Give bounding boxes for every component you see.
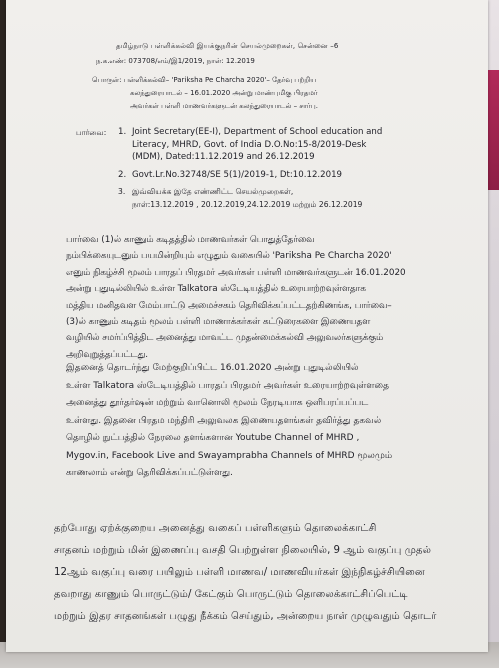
paragraph-line: காணலாம் என்று தெரிவிக்கப்பட்டுள்ளது. <box>66 468 233 478</box>
paragraph-line: Mygov.in, Facebook Live and Swayamprabha Channels of MHRD மூலமும் <box>66 450 393 461</box>
paragraph-3 <box>54 518 494 628</box>
paragraph-line: நம்பிக்கையுடனும் பயமின்றியும் எழுதும் வகையில் 'Pariksha Pe Charcha 2020' <box>66 251 392 262</box>
reference-number: ந.க.எண்: 073708/எம்/இ1/2019, நாள்: 12.2019 <box>96 57 255 65</box>
reference-text: (MDM), Dated:11.12.2019 and 26.12.2019 <box>132 152 315 162</box>
reference-number-2: 2. <box>118 169 127 180</box>
reference-item <box>118 186 478 211</box>
paragraph-line: உள்ள Talkatora ஸ்டேடியத்தில் பாரதப் பிரதமர் அவர்கள் உரையாற்றவுள்ளதை <box>66 380 389 391</box>
paragraph-line: 12ஆம் வகுப்பு வரை பயிலும் பள்ளி மாணவ/ மாணவியர்கள் இந்நிகழ்ச்சியினை <box>54 567 425 578</box>
paragraph-line: (3)ல் காணும் கடிதம் மூலம் பள்ளி மாணாக்கர்கள் கட்டுரைகளை இணையதள <box>66 317 371 328</box>
subject-block <box>92 74 318 113</box>
reference-text: இவ்வியக்க இதே எண்ணிட்ட செயல்முறைகள், <box>132 187 294 196</box>
reference-number-1: 1. <box>118 127 127 137</box>
references-label: பார்வை: <box>76 128 107 137</box>
paragraph-line: எனும் நிகழ்ச்சி மூலம் பாரதப் பிரதமர் அவர்கள் பள்ளி மாணவர்களுடன் 16.01.2020 <box>66 267 406 278</box>
paragraph-line: அறிவுறுத்தப்பட்டது. <box>66 349 149 360</box>
paragraph-line: வழியில் சமர்ப்பித்திட அனைத்து மாவட்ட முதன்மைக்கல்வி அலுவலர்களுக்கும் <box>66 333 384 344</box>
reference-text: Govt.Lr.No.32748/SE 5(1)/2019-1, Dt:10.12.2019 <box>132 169 343 180</box>
document-page <box>6 0 488 652</box>
reference-item <box>118 169 478 182</box>
reference-number-3: 3. <box>118 187 126 196</box>
subject-line-3: அவர்கள் பள்ளி மாணவர்களுடன் கலந்துரையாடல் – சார்பு. <box>130 102 318 110</box>
reference-text: Literacy, MHRD, Govt. of India D.O.No:15-8/2019-Desk <box>132 139 367 150</box>
reference-text: Joint Secretary(EE-I), Department of School education and <box>132 127 383 137</box>
paragraph-line: சாதனம் மற்றும் மின் இணைப்பு வசதி பெற்றுள்ள நிலையில், 9 ஆம் வகுப்பு முதல் <box>54 545 432 556</box>
paragraph-line: தொழில் நுட்பத்தில் நேரலை தளங்களான Youtube Channel of MHRD , <box>66 433 360 443</box>
paragraph-2 <box>66 360 486 483</box>
paragraph-line: அனைத்து தூர்தர்ஷன் மற்றும் வானொலி மூலம் நேரடியாக ஒளிபரப்பப்பட <box>66 398 369 408</box>
subject-line-1: பள்ளிக்கல்வி– 'Pariksha Pe Charcha 2020'– தேர்வு பற்றிய <box>123 76 317 84</box>
paragraph-line: அன்று புதுடில்லியில் உள்ள Talkatora ஸ்டேடியத்தில் உரையாற்றவுள்ளதாக <box>66 284 366 295</box>
reference-text: நாள்:13.12.2019 , 20.12.2019,24.12.2019 மற்றும் 26.12.2019 <box>132 199 363 209</box>
paragraph-line: பார்வை (1)ல் காணும் கடிதத்தில் மாணவர்கள் பொதுத்தேர்வை <box>66 235 315 245</box>
paragraph-line: தற்போது ஏற்க்குறைய அனைத்து வகைப் பள்ளிகளும் தொலைக்காட்சி <box>54 523 377 534</box>
reference-item <box>118 126 478 164</box>
paragraph-line: தவறாது காணும் பொருட்டும்/ கேட்கும் பொருட்டும் தொலைக்காட்சிப்பெட்டி <box>54 589 408 600</box>
paragraph-1 <box>66 232 486 363</box>
subject-line-2: கலந்துரையாடல் – 16.01.2020 அன்று மாண்புமிகு பிரதமர் <box>130 89 318 97</box>
paragraph-line: இதனைத் தொடர்ந்து மேற்குறிப்பிட்ட 16.01.2020 அன்று புதுடில்லியில் <box>66 363 359 373</box>
paragraph-line: மற்றும் இதர சாதனங்கள் பழுது நீக்கம் செய்தும், அன்றைய நாள் முழுவதும் தொடர் <box>54 611 437 622</box>
subject-label: பொருள்: <box>92 76 122 84</box>
paragraph-line: மத்திய மனிதவள மேம்பாட்டு அமைச்சகம் தெரிவிக்கப்பட்டதற்கிணங்க, பார்வை– <box>66 300 392 311</box>
office-header: தமிழ்நாடு பள்ளிக்கல்வி இயக்குநரின் செயல்முறைகள், சென்னை –6 <box>116 42 339 50</box>
paragraph-line: உள்ளது. இதனை பிரதம மந்திரி அலுவலக இணையதளங்கள் தவிர்த்து தகவல் <box>66 415 382 426</box>
references-list <box>118 126 478 216</box>
